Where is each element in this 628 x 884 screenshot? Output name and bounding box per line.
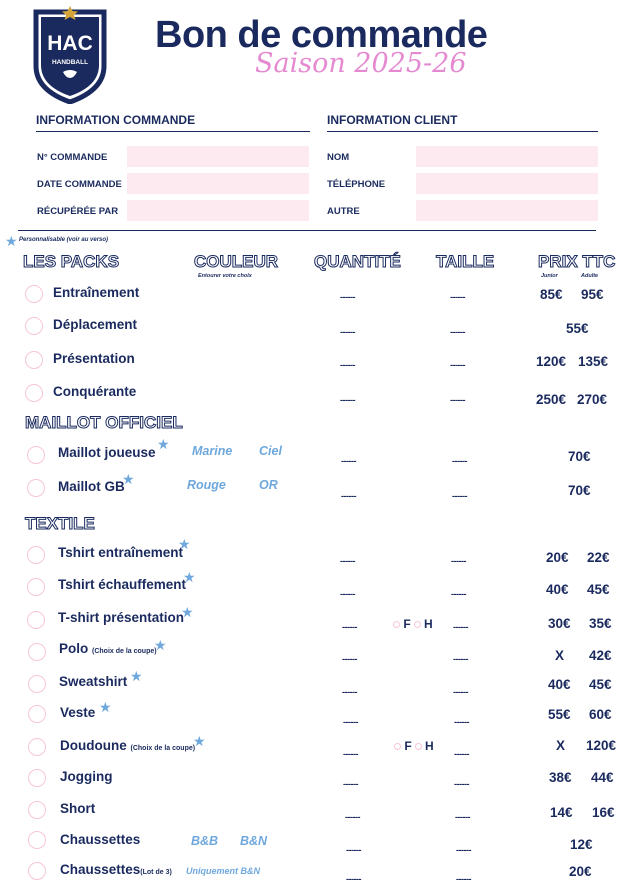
taille-heading: TAILLE xyxy=(436,252,495,271)
order-number-label: N° COMMANDE xyxy=(37,152,108,163)
quantity-blank[interactable]: ------ xyxy=(345,812,360,822)
prix-heading: PRIX TTC xyxy=(538,252,616,271)
price-adulte: 120€ xyxy=(586,738,617,753)
color-option[interactable]: Ciel xyxy=(259,444,282,458)
color-option[interactable]: B&N xyxy=(240,834,268,848)
gender-f-radio[interactable] xyxy=(394,743,401,750)
textile-checkbox[interactable] xyxy=(28,831,46,849)
maillot-section-title: MAILLOT OFFICIEL xyxy=(25,413,183,432)
quantity-blank[interactable]: ------ xyxy=(340,395,355,405)
gender-h-radio[interactable] xyxy=(414,621,421,628)
quantity-blank[interactable]: ------ xyxy=(346,874,361,884)
pack-name: Conquérante xyxy=(53,384,137,399)
color-option[interactable]: B&B xyxy=(191,834,219,848)
gender-f-label: F xyxy=(404,739,412,753)
size-blank[interactable]: ------ xyxy=(450,292,465,302)
gender-choice[interactable] xyxy=(393,617,433,631)
price-junior: X xyxy=(555,648,565,663)
quantity-blank[interactable]: ------ xyxy=(343,717,358,727)
textile-checkbox[interactable] xyxy=(28,738,46,756)
gender-h-radio[interactable] xyxy=(415,743,422,750)
size-blank[interactable]: ------ xyxy=(450,327,465,337)
size-blank[interactable]: ------ xyxy=(453,654,468,664)
price-single: 70€ xyxy=(568,449,591,464)
quantite-heading: QUANTITÉ xyxy=(314,252,401,271)
price-junior: 40€ xyxy=(546,582,569,597)
quantity-blank[interactable]: ------ xyxy=(342,687,357,697)
textile-checkbox[interactable] xyxy=(28,769,46,787)
quantity-blank[interactable]: ------ xyxy=(343,779,358,789)
quantity-blank[interactable]: ------ xyxy=(340,360,355,370)
client-phone-field[interactable] xyxy=(416,173,598,194)
textile-note: (Lot de 3) xyxy=(140,869,172,876)
quantity-blank[interactable]: ------ xyxy=(346,845,361,855)
price-adulte: 135€ xyxy=(578,354,609,369)
textile-name: Sweatshirt xyxy=(59,674,128,689)
star-icon: ★ xyxy=(154,637,167,653)
size-blank[interactable]: ------ xyxy=(453,622,468,632)
pack-name: Présentation xyxy=(53,351,135,366)
textile-name: Veste xyxy=(60,705,96,720)
price-junior: 250€ xyxy=(536,392,567,407)
pack-name: Déplacement xyxy=(53,317,138,332)
client-name-field[interactable] xyxy=(416,146,598,167)
textile-name xyxy=(60,738,195,753)
couleur-heading: COULEUR xyxy=(194,252,279,271)
packs-heading: LES PACKS xyxy=(23,252,120,271)
page-title: Bon de commande xyxy=(155,14,488,56)
star-icon: ★ xyxy=(157,436,170,452)
price-adulte: 45€ xyxy=(589,677,612,692)
price-single: 55€ xyxy=(566,321,589,336)
textile-checkbox[interactable] xyxy=(27,546,45,564)
price-adulte: 95€ xyxy=(581,287,604,302)
gender-f-label: F xyxy=(403,617,411,631)
textile-checkbox[interactable] xyxy=(28,705,46,723)
price-single: 70€ xyxy=(568,483,591,498)
size-blank[interactable]: ------ xyxy=(454,717,469,727)
size-blank[interactable]: ------ xyxy=(454,779,469,789)
info-commande-rule xyxy=(36,131,310,132)
pack-checkbox[interactable] xyxy=(25,384,43,402)
couleur-hint: Entourer votre choix xyxy=(198,273,252,279)
size-blank[interactable]: ------ xyxy=(452,491,467,501)
gender-h-label: H xyxy=(424,617,433,631)
price-single: 12€ xyxy=(570,837,593,852)
size-blank[interactable]: ------ xyxy=(450,395,465,405)
textile-note: (Choix de la coupe) xyxy=(130,745,196,752)
price-adulte: 16€ xyxy=(592,805,615,820)
gender-choice[interactable] xyxy=(394,739,434,753)
textile-checkbox[interactable] xyxy=(28,862,46,880)
quantity-blank[interactable]: ------ xyxy=(340,589,355,599)
price-adulte: 35€ xyxy=(589,616,612,631)
textile-name: Chaussettes xyxy=(60,832,141,847)
pack-checkbox[interactable] xyxy=(25,351,43,369)
size-blank[interactable]: ------ xyxy=(450,360,465,370)
client-other-label: AUTRE xyxy=(327,206,360,217)
price-junior: 20€ xyxy=(546,550,569,565)
price-single: 20€ xyxy=(569,864,592,879)
quantity-blank[interactable]: ------ xyxy=(341,491,356,501)
textile-name: Tshirt entraînement xyxy=(58,545,184,560)
color-option[interactable]: Uniquement B&N xyxy=(186,866,260,876)
size-blank[interactable]: ------ xyxy=(455,812,470,822)
price-junior: 38€ xyxy=(549,770,572,785)
size-blank[interactable]: ------ xyxy=(456,874,471,884)
hac-handball-logo xyxy=(30,6,110,104)
color-option[interactable]: Marine xyxy=(192,444,233,458)
star-icon: ★ xyxy=(181,604,194,620)
maillot-name: Maillot joueuse xyxy=(58,445,156,460)
textile-name: Short xyxy=(60,801,96,816)
gender-h-label: H xyxy=(425,739,434,753)
info-client-heading: INFORMATION CLIENT xyxy=(327,113,458,127)
price-junior: 55€ xyxy=(548,707,571,722)
picked-up-by-field[interactable] xyxy=(127,200,309,221)
color-option[interactable]: Rouge xyxy=(187,478,226,492)
maillot-name: Maillot GB xyxy=(58,479,125,494)
price-junior: 85€ xyxy=(540,287,563,302)
pack-checkbox[interactable] xyxy=(25,285,43,303)
price-junior: X xyxy=(556,738,566,753)
star-icon: ★ xyxy=(183,569,196,585)
info-commande-heading: INFORMATION COMMANDE xyxy=(36,113,196,127)
price-junior: 14€ xyxy=(550,805,573,820)
textile-note: (Choix de la coupe) xyxy=(92,648,157,655)
price-junior: 120€ xyxy=(536,354,567,369)
quantity-blank[interactable]: ------ xyxy=(340,556,355,566)
price-adulte: 270€ xyxy=(577,392,608,407)
textile-name xyxy=(60,862,172,877)
price-junior: 30€ xyxy=(548,616,571,631)
quantity-blank[interactable]: ------ xyxy=(340,292,355,302)
textile-checkbox[interactable] xyxy=(28,643,46,661)
junior-label: Junior xyxy=(541,273,558,279)
textile-name: Jogging xyxy=(60,769,113,784)
textile-name-text: Chaussettes xyxy=(60,862,141,877)
client-phone-label: TÉLÉPHONE xyxy=(327,179,386,190)
price-junior: 40€ xyxy=(548,677,571,692)
textile-checkbox[interactable] xyxy=(28,675,46,693)
info-client-rule xyxy=(327,131,598,132)
picked-up-by-label: RÉCUPÉRÉE PAR xyxy=(37,206,119,217)
adulte-label: Adulte xyxy=(581,273,599,279)
logo-text: HAC xyxy=(47,32,93,55)
star-icon: ★ xyxy=(178,536,191,552)
size-blank[interactable]: ------ xyxy=(452,456,467,466)
client-name-label: NOM xyxy=(327,152,350,163)
price-adulte: 44€ xyxy=(591,770,614,785)
order-date-label: DATE COMMANDE xyxy=(37,179,122,190)
textile-name-text: Doudoune xyxy=(60,738,127,753)
star-icon: ★ xyxy=(5,233,18,249)
quantity-blank[interactable]: ------ xyxy=(343,749,358,759)
price-adulte: 22€ xyxy=(587,550,610,565)
pack-checkbox[interactable] xyxy=(25,317,43,335)
size-blank[interactable]: ------ xyxy=(451,589,466,599)
size-blank[interactable]: ------ xyxy=(453,687,468,697)
star-icon: ★ xyxy=(122,471,135,487)
star-icon: ★ xyxy=(99,699,112,715)
quantity-blank[interactable]: ------ xyxy=(340,327,355,337)
personalisable-hint: Personnalisable (voir au verso) xyxy=(19,237,109,243)
size-blank[interactable]: ------ xyxy=(451,556,466,566)
quantity-blank[interactable]: ------ xyxy=(342,622,357,632)
textile-name-text: Polo xyxy=(59,641,89,656)
pack-name: Entraînement xyxy=(53,285,140,300)
logo-subtext: HANDBALL xyxy=(51,59,89,66)
color-option[interactable]: OR xyxy=(259,478,278,492)
gender-f-radio[interactable] xyxy=(393,621,400,628)
textile-section-title: TEXTILE xyxy=(25,514,95,533)
textile-name xyxy=(59,641,157,656)
textile-checkbox[interactable] xyxy=(27,578,45,596)
size-blank[interactable]: ------ xyxy=(454,749,469,759)
textile-name: T-shirt présentation xyxy=(58,610,185,625)
star-icon: ★ xyxy=(193,733,206,749)
info-divider xyxy=(18,230,596,231)
client-other-field[interactable] xyxy=(416,200,598,221)
quantity-blank[interactable]: ------ xyxy=(341,456,356,466)
page-subtitle: Saison 2025-26 xyxy=(255,48,467,79)
price-adulte: 42€ xyxy=(589,648,612,663)
textile-name: Tshirt échauffement xyxy=(58,577,187,592)
star-icon: ★ xyxy=(130,668,143,684)
size-blank[interactable]: ------ xyxy=(456,845,471,855)
textile-checkbox[interactable] xyxy=(27,611,45,629)
quantity-blank[interactable]: ------ xyxy=(342,654,357,664)
price-adulte: 60€ xyxy=(589,707,612,722)
order-date-field[interactable] xyxy=(127,173,309,194)
order-number-field[interactable] xyxy=(127,146,309,167)
maillot-checkbox[interactable] xyxy=(27,479,45,497)
price-adulte: 45€ xyxy=(587,582,610,597)
textile-checkbox[interactable] xyxy=(28,801,46,819)
maillot-checkbox[interactable] xyxy=(27,446,45,464)
